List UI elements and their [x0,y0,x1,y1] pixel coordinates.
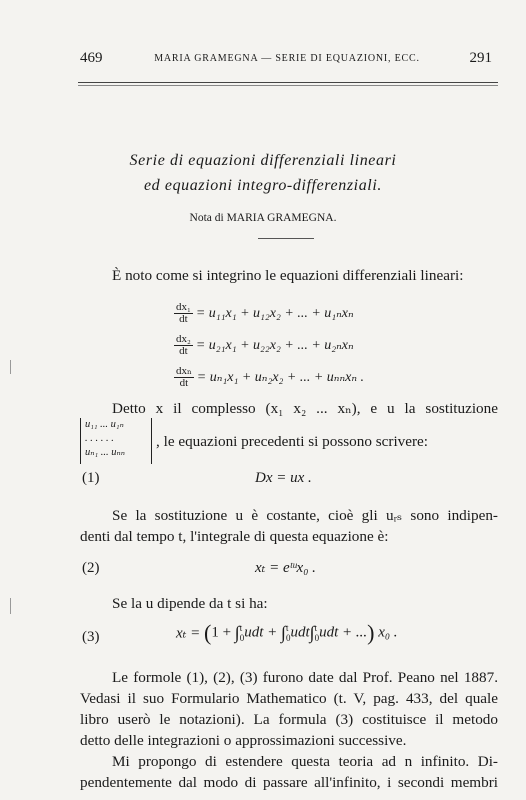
page-number-left: 469 [80,50,103,66]
article-title-line1: Serie di equazioni differenziali lineari [129,152,397,169]
page-number-right: 291 [469,50,492,66]
equation-3: xₜ = (1 + ∫t 0udt + ∫t 0udt∫t 0udt + ...) x₀ . [176,620,398,645]
equation-2: xₜ = eᵗᵘx₀ . [255,560,316,576]
integral-sign: ∫ [234,622,240,643]
paragraph-4-line4: detto delle integrazioni o approssimazioni successive. [80,732,407,749]
matrix-row: . . . . . . [85,433,114,444]
running-title: MARIA GRAMEGNA — SERIE DI EQUAZIONI, ECC. [154,53,420,64]
matrix-continuation: , le equazioni precedenti si possono scrivere: [156,433,429,450]
system-equation-2: $\frac{\text{dx₂}}{dt}$ = u₂₁x₁ + u₂₂x₂ + ... + u₂ₙxₙ [176,333,354,357]
paragraph-4-line2: Vedasi il suo Formulario Mathematico (t. V, pag. 433, del quale [80,690,498,707]
substitution-matrix [80,418,152,464]
article-title-line2: ed equazioni integro-differenziali. [143,177,382,194]
paragraph-4-line1: Le formole (1), (2), (3) furono date dal Prof. Peano nel 1887. [112,669,498,686]
system-equation-n: $\frac{\text{dxₙ}}{dt}$ = uₙ₁x₁ + uₙ₂x₂ + ... + uₙₙxₙ . [176,365,365,389]
equation-label-2: (2) [82,560,100,576]
derivative-fraction: $\frac{\text{dxₙ}}{dt}$ [176,365,192,389]
derivative-fraction: $\frac{\text{dx₁}}{dt}$ [176,301,191,325]
equation-1: Dx = ux . [255,470,312,486]
detto-line: Detto x il complesso (x₁ x₂ ... xₙ), e u la sostituzione [112,400,498,417]
paragraph-2-line2: denti dal tempo t, l'integrale di questa equazione è: [80,528,389,545]
header-rule-bottom [78,85,498,86]
derivative-fraction: $\frac{\text{dx₂}}{dt}$ [176,333,191,357]
integral-sign: ∫ [309,622,315,643]
paragraph-4-line3: libro userò le notazioni). La formula (3) costituisce il metodo [80,711,498,728]
margin-mark [10,598,11,614]
paragraph-5-line1: Mi propongo di estendere questa teoria ad n infinito. Di- [112,753,498,770]
header-rule-top [78,82,498,83]
equation-label-3: (3) [82,629,100,645]
equation-label-1: (1) [82,470,100,486]
intro-paragraph: È noto come si integrino le equazioni differenziali lineari: [112,267,464,284]
running-header [74,50,500,72]
matrix-row: u₁₁ ... u₁ₙ [85,419,124,430]
integral-sign: ∫ [281,622,286,643]
margin-mark [10,360,11,374]
title-separator [258,238,314,239]
matrix-row: uₙ₁ ... uₙₙ [85,447,126,458]
author-note: Nota di MARIA GRAMEGNA. [189,212,337,224]
system-equation-1: $\frac{\text{dx₁}}{dt}$ = u₁₁x₁ + u₁₂x₂ + ... + u₁ₙxₙ [176,301,354,325]
paragraph-5-line2: pendentemente dal modo di passare all'infinito, i secondi membri [80,774,498,791]
paragraph-2-line1: Se la sostituzione u è costante, cioè gli uᵣₛ sono indipen- [112,507,498,524]
paragraph-3: Se la u dipende da t si ha: [112,595,268,612]
